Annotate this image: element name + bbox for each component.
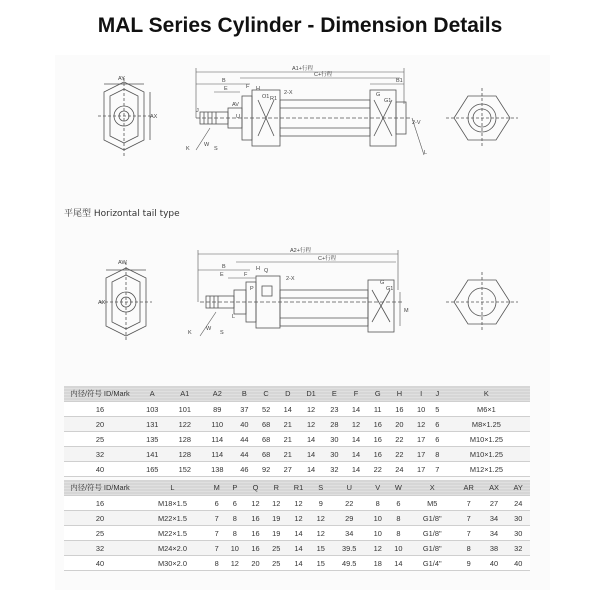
column-header: Q (245, 480, 266, 496)
table-cell: 7 (456, 496, 482, 511)
table-cell: 12 (224, 556, 245, 571)
table-cell: 29 (331, 511, 367, 526)
table-cell: 7 (456, 526, 482, 541)
table-cell: 27 (482, 496, 507, 511)
label-m: M (404, 308, 409, 314)
table-cell: 10 (410, 402, 432, 417)
label-u: U (236, 114, 240, 120)
table-cell: M5 (409, 496, 456, 511)
label-l-2: L (232, 314, 236, 320)
label-ax: AX (150, 114, 158, 120)
table-cell: 20 (245, 556, 266, 571)
table-cell: 14 (388, 556, 409, 571)
table-cell: 14 (287, 556, 311, 571)
table-cell: 20 (64, 417, 136, 432)
table-cell: 6 (209, 496, 225, 511)
table-cell: 12 (410, 417, 432, 432)
label-w: W (204, 142, 210, 148)
table-cell: 12 (310, 526, 331, 541)
column-header: AY (506, 480, 530, 496)
table-cell: 14 (277, 402, 299, 417)
table-cell: 128 (169, 432, 202, 447)
table-cell: 7 (456, 511, 482, 526)
table-cell: 11 (367, 402, 389, 417)
table-cell: M12×1.25 (443, 462, 530, 477)
bottom-dimensions (198, 250, 400, 336)
table-cell: 14 (287, 541, 311, 556)
table-cell: 39.5 (331, 541, 367, 556)
table-cell: 34 (482, 526, 507, 541)
table-cell: 6 (224, 496, 245, 511)
column-header: E (324, 386, 346, 402)
table-cell: 25 (266, 556, 287, 571)
label-k: K (186, 146, 190, 152)
bottom-rod (200, 276, 404, 332)
label-b-2: B (222, 264, 226, 270)
column-header: G (367, 386, 389, 402)
table-cell: 32 (64, 447, 136, 462)
table-cell: 89 (201, 402, 234, 417)
table-cell: 10 (367, 526, 388, 541)
column-header: 内径/符号 ID/Mark (64, 386, 136, 402)
label-r1: R1 (270, 96, 278, 102)
table-cell: 135 (136, 432, 169, 447)
table-cell: 16 (64, 496, 136, 511)
column-header: X (409, 480, 456, 496)
label-e-2: E (220, 272, 224, 278)
label-h-2: H (256, 266, 260, 272)
label-b1: B1 (396, 78, 403, 84)
table-cell: 21 (277, 447, 299, 462)
label-f: F (246, 84, 250, 90)
column-header: R1 (287, 480, 311, 496)
label-2x-2: 2-X (286, 276, 295, 282)
table-cell: 16 (245, 526, 266, 541)
table-cell: 20 (64, 511, 136, 526)
column-header: I (410, 386, 432, 402)
table-row (64, 462, 530, 477)
column-header: U (331, 480, 367, 496)
table-cell: 15 (310, 556, 331, 571)
table-cell: 16 (367, 447, 389, 462)
label-2v: 2-V (412, 120, 421, 126)
table-cell: 12 (299, 417, 324, 432)
table-cell: 32 (64, 541, 136, 556)
label-c-stroke-2: C+行程 (318, 256, 337, 262)
table-cell: 16 (367, 432, 389, 447)
table-cell: 40 (506, 556, 530, 571)
table-row (64, 447, 530, 462)
label-h: H (256, 86, 260, 92)
label-s-2: S (220, 330, 224, 336)
table-cell: 30 (324, 447, 346, 462)
column-header: A2 (201, 386, 234, 402)
label-j: J (196, 108, 199, 114)
label-k-2: K (188, 330, 192, 336)
column-header: H (389, 386, 411, 402)
table-cell: 10 (388, 541, 409, 556)
table-cell: M18×1.5 (136, 496, 209, 511)
table-cell: M30×2.0 (136, 556, 209, 571)
table-cell: 46 (234, 462, 256, 477)
table-cell: G1/8" (409, 541, 456, 556)
column-header: A1 (169, 386, 202, 402)
table-cell: 19 (266, 526, 287, 541)
table-cell: 40 (64, 556, 136, 571)
table-cell: 152 (169, 462, 202, 477)
table-cell: 40 (234, 417, 256, 432)
table-cell: 22 (389, 447, 411, 462)
column-header: D1 (299, 386, 324, 402)
column-header: F (345, 386, 367, 402)
table-cell: 14 (345, 447, 367, 462)
table-cell: 18 (367, 556, 388, 571)
table-row (64, 511, 530, 526)
table-cell: 17 (410, 462, 432, 477)
table-cell: 49.5 (331, 556, 367, 571)
column-header: W (388, 480, 409, 496)
table-cell: 8 (456, 541, 482, 556)
dimension-table-1 (64, 386, 530, 477)
table-cell: M10×1.25 (443, 447, 530, 462)
table-cell: 16 (245, 511, 266, 526)
table-cell: 131 (136, 417, 169, 432)
table-cell: 7 (209, 541, 225, 556)
label-g-2: G (380, 280, 385, 286)
table-cell: 7 (209, 511, 225, 526)
table-cell: 19 (266, 511, 287, 526)
table-cell: 6 (432, 417, 443, 432)
table-cell: 28 (324, 417, 346, 432)
column-header: AX (482, 480, 507, 496)
table-cell: 6 (432, 432, 443, 447)
table-cell: 14 (299, 447, 324, 462)
column-header: C (255, 386, 277, 402)
table-cell: 14 (299, 432, 324, 447)
label-s: S (214, 146, 218, 152)
table-cell: 40 (64, 462, 136, 477)
label-e: E (224, 86, 228, 92)
table-cell: 12 (245, 496, 266, 511)
table-cell: 30 (506, 526, 530, 541)
label-w-2: W (206, 326, 212, 332)
table-cell: 12 (287, 496, 311, 511)
table-cell: 9 (310, 496, 331, 511)
table-cell: 8 (224, 526, 245, 541)
table-cell: M22×1.5 (136, 511, 209, 526)
table-cell: 52 (255, 402, 277, 417)
table-cell: 17 (410, 447, 432, 462)
table-cell: 14 (345, 462, 367, 477)
table-cell: 25 (266, 541, 287, 556)
table-row (64, 496, 530, 511)
table-cell: 44 (234, 447, 256, 462)
table-cell: G1/8" (409, 511, 456, 526)
table-cell: 16 (245, 541, 266, 556)
dimension-table-2 (64, 480, 530, 571)
column-header: P (224, 480, 245, 496)
table-cell: 16 (64, 402, 136, 417)
table-cell: G1/8" (409, 526, 456, 541)
top-rod (196, 90, 412, 146)
table-cell: M6×1 (443, 402, 530, 417)
table-cell: 22 (367, 462, 389, 477)
table-cell: 128 (169, 447, 202, 462)
table-cell: 7 (432, 462, 443, 477)
table-cell: M22×1.5 (136, 526, 209, 541)
table-cell: 114 (201, 432, 234, 447)
table-row (64, 556, 530, 571)
table-cell: 30 (506, 511, 530, 526)
table-cell: 40 (482, 556, 507, 571)
table-cell: 12 (287, 511, 311, 526)
table-cell: 20 (389, 417, 411, 432)
column-header: K (443, 386, 530, 402)
table-cell: 14 (345, 402, 367, 417)
label-l: L (424, 150, 428, 156)
table-cell: M10×1.25 (443, 432, 530, 447)
top-dimensions (196, 68, 424, 155)
table-cell: 12 (266, 496, 287, 511)
label-g1: G1 (384, 98, 392, 104)
label-ax-2: AX (98, 300, 106, 306)
label-a2-stroke: A2+行程 (290, 248, 311, 254)
column-header: AR (456, 480, 482, 496)
table-cell: 12 (345, 417, 367, 432)
table-row (64, 417, 530, 432)
table-cell: 22 (389, 432, 411, 447)
table-cell: 6 (388, 496, 409, 511)
table-cell: 141 (136, 447, 169, 462)
table-cell: 21 (277, 432, 299, 447)
table-cell: 14 (287, 526, 311, 541)
column-header: 内径/符号 ID/Mark (64, 480, 136, 496)
label-g: G (376, 92, 381, 98)
bottom-end-view-right (446, 272, 518, 332)
table-cell: 68 (255, 447, 277, 462)
table-cell: 21 (277, 417, 299, 432)
page-title: MAL Series Cylinder - Dimension Details (97, 14, 503, 37)
label-o1: O1 (262, 94, 270, 100)
table-cell: 15 (310, 541, 331, 556)
label-ay: AY (118, 76, 125, 82)
label-b: B (222, 78, 226, 84)
table-cell: M8×1.25 (443, 417, 530, 432)
bottom-end-view-left (100, 262, 152, 342)
label-p: P (250, 286, 254, 292)
table-cell: 92 (255, 462, 277, 477)
section-label: 平尾型 Horizontal tail type (64, 209, 180, 219)
table-cell: 9 (456, 556, 482, 571)
table-cell: 110 (201, 417, 234, 432)
label-q: Q (264, 268, 269, 274)
bottom-drawing-labels (98, 246, 409, 336)
column-header: V (367, 480, 388, 496)
table-cell: 12 (367, 541, 388, 556)
table-cell: 101 (169, 402, 202, 417)
table-cell: 103 (136, 402, 169, 417)
table-cell: 25 (64, 526, 136, 541)
table-cell: 68 (255, 417, 277, 432)
table-cell: 8 (432, 447, 443, 462)
table-cell: 34 (482, 511, 507, 526)
table-row (64, 526, 530, 541)
column-header: R (266, 480, 287, 496)
column-header: A (136, 386, 169, 402)
table-cell: 30 (324, 432, 346, 447)
table-cell: 5 (432, 402, 443, 417)
table-cell: 68 (255, 432, 277, 447)
label-aw: AW (118, 260, 127, 266)
table-cell: 16 (389, 402, 411, 417)
label-2x: 2-X (284, 90, 293, 96)
column-header: L (136, 480, 209, 496)
table-cell: 165 (136, 462, 169, 477)
column-header: D (277, 386, 299, 402)
table-cell: 38 (482, 541, 507, 556)
label-av: AV (232, 102, 239, 108)
table-cell: 14 (299, 462, 324, 477)
column-header: J (432, 386, 443, 402)
table-cell: 8 (209, 556, 225, 571)
top-end-view-left (98, 78, 150, 156)
table-cell: 10 (367, 511, 388, 526)
table-cell: 10 (224, 541, 245, 556)
table-row (64, 432, 530, 447)
column-header: M (209, 480, 225, 496)
label-g1-2: G1 (386, 286, 394, 292)
table-row (64, 541, 530, 556)
table-cell: 24 (506, 496, 530, 511)
table-cell: 16 (367, 417, 389, 432)
table-cell: 23 (324, 402, 346, 417)
table-cell: 14 (345, 432, 367, 447)
table-cell: 8 (388, 511, 409, 526)
table-cell: 122 (169, 417, 202, 432)
table-cell: 34 (331, 526, 367, 541)
table-cell: 24 (389, 462, 411, 477)
table-cell: 17 (410, 432, 432, 447)
table-cell: 7 (209, 526, 225, 541)
table-cell: 37 (234, 402, 256, 417)
table-cell: M24×2.0 (136, 541, 209, 556)
top-end-view-right (446, 88, 518, 148)
table-cell: 44 (234, 432, 256, 447)
label-a1-stroke: A1+行程 (292, 66, 313, 72)
table-cell: 27 (277, 462, 299, 477)
table-cell: G1/4" (409, 556, 456, 571)
table-cell: 22 (331, 496, 367, 511)
table-cell: 8 (388, 526, 409, 541)
table-cell: 8 (224, 511, 245, 526)
table-cell: 12 (310, 511, 331, 526)
table-cell: 32 (324, 462, 346, 477)
column-header: B (234, 386, 256, 402)
table-cell: 8 (367, 496, 388, 511)
table-cell: 12 (299, 402, 324, 417)
table-cell: 114 (201, 447, 234, 462)
label-c-stroke: C+行程 (314, 72, 333, 78)
table-row (64, 402, 530, 417)
table-cell: 25 (64, 432, 136, 447)
table-cell: 32 (506, 541, 530, 556)
column-header: S (310, 480, 331, 496)
table-cell: 138 (201, 462, 234, 477)
label-f-2: F (244, 272, 248, 278)
